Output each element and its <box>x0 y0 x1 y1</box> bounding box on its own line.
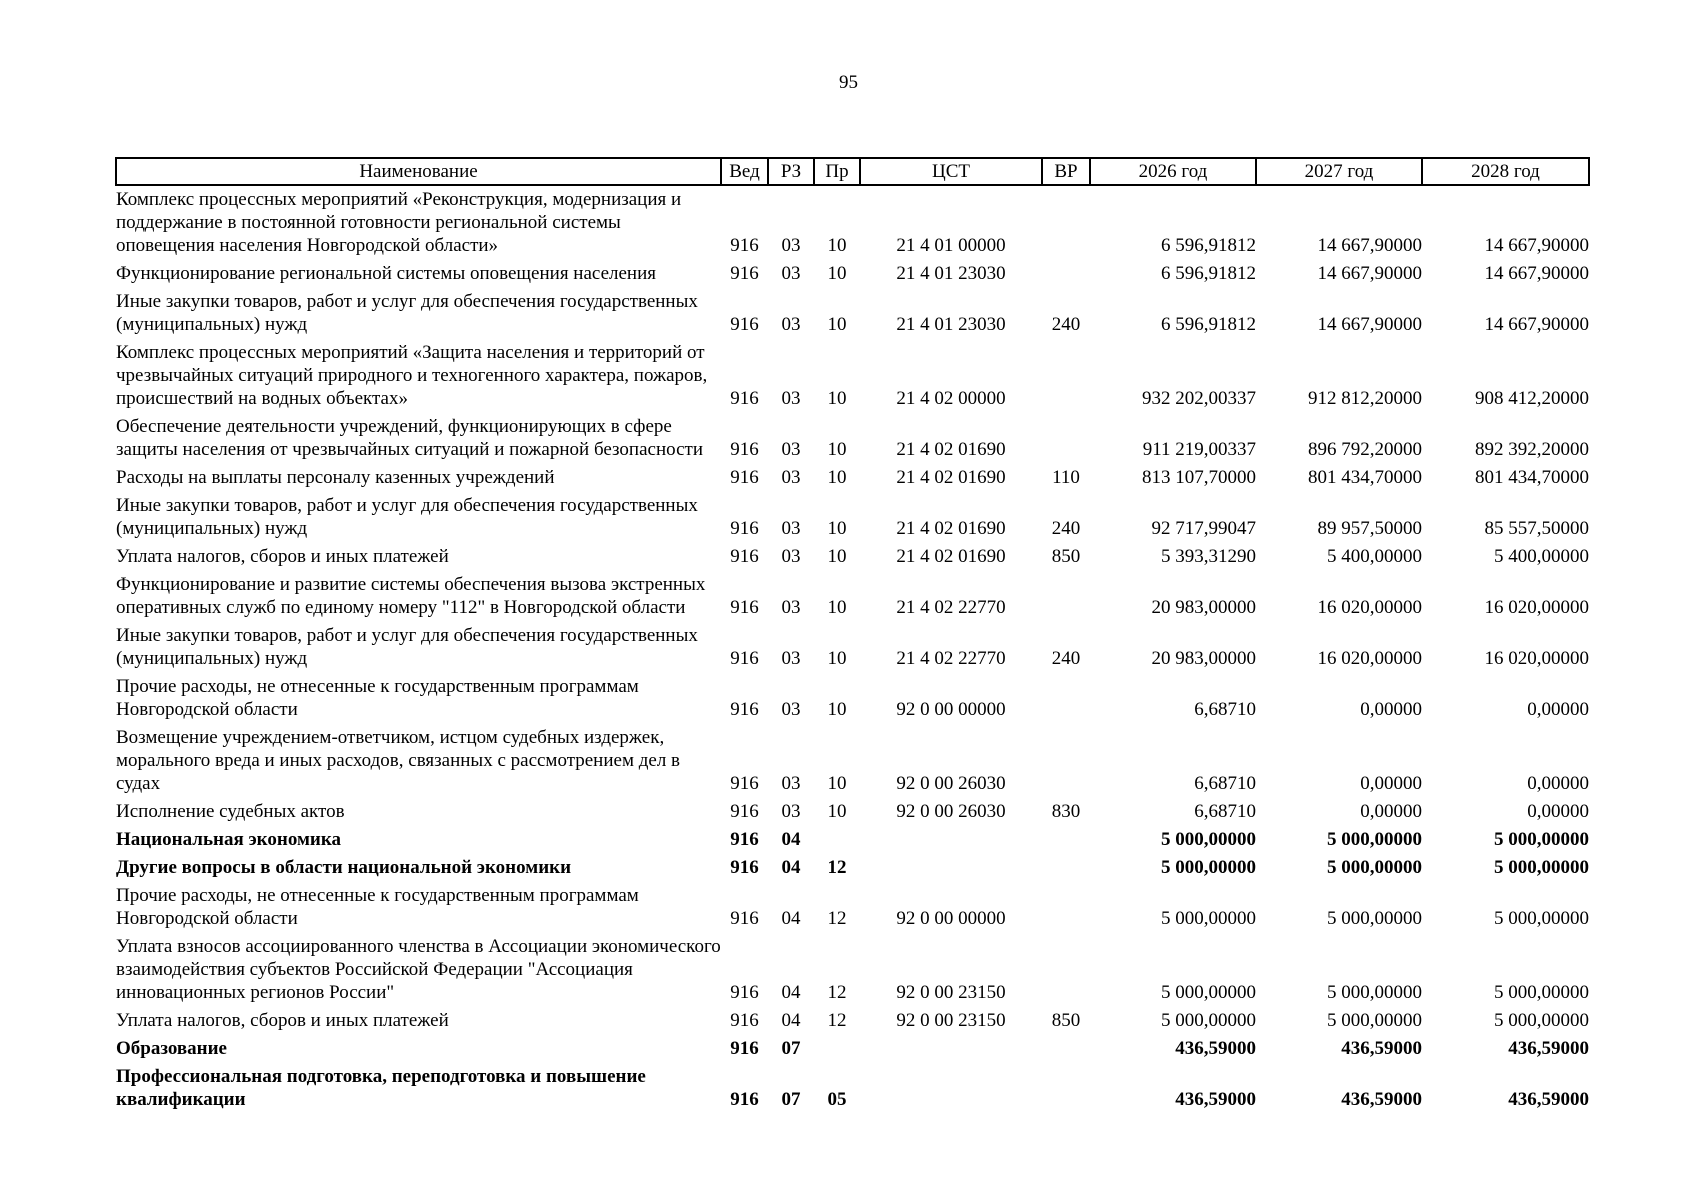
row-cst: 21 4 01 00000 <box>896 235 1006 256</box>
table-row <box>116 461 1589 489</box>
table-row <box>116 619 1589 670</box>
row-pr: 10 <box>827 388 847 409</box>
row-rz: 04 <box>781 1010 801 1031</box>
table-row <box>116 1004 1589 1032</box>
row-cst <box>860 1032 1042 1060</box>
row-cst: 21 4 02 22770 <box>896 597 1006 618</box>
row-cst <box>860 823 1042 851</box>
table-row <box>116 410 1589 461</box>
row-ved: 916 <box>730 801 759 822</box>
row-rz: 03 <box>781 314 801 335</box>
row-pr: 10 <box>827 648 847 669</box>
row-ved: 916 <box>730 314 759 335</box>
row-amount-2026: 436,59000 <box>1175 1089 1256 1110</box>
row-pr: 12 <box>827 908 847 929</box>
row-name: Другие вопросы в области национальной экономики <box>116 857 572 878</box>
row-name: Иные закупки товаров, работ и услуг для обеспечения государственных (муниципальных) нужд <box>116 291 698 335</box>
row-amount-2028: 5 000,00000 <box>1494 982 1589 1003</box>
row-ved: 916 <box>730 982 759 1003</box>
row-rz: 07 <box>781 1038 801 1059</box>
row-rz: 03 <box>781 648 801 669</box>
header-name: Наименование <box>116 158 721 185</box>
row-cst: 92 0 00 23150 <box>896 1010 1006 1031</box>
header-vr: ВР <box>1042 158 1090 185</box>
row-amount-2028: 0,00000 <box>1527 699 1589 720</box>
table-row <box>116 185 1589 257</box>
row-pr: 12 <box>827 1010 847 1031</box>
row-amount-2028: 5 000,00000 <box>1494 857 1589 878</box>
header-2028: 2028 год <box>1422 158 1589 185</box>
row-amount-2026: 6 596,91812 <box>1161 235 1256 256</box>
table-body <box>116 185 1589 1111</box>
row-rz: 03 <box>781 439 801 460</box>
row-amount-2027: 14 667,90000 <box>1317 263 1422 284</box>
row-amount-2028: 16 020,00000 <box>1484 597 1589 618</box>
row-cst: 21 4 01 23030 <box>896 263 1006 284</box>
row-amount-2026: 5 000,00000 <box>1161 829 1256 850</box>
row-amount-2027: 5 000,00000 <box>1327 982 1422 1003</box>
row-name: Комплекс процессных мероприятий «Реконструкция, модернизация и поддержание в постоянной готовности региональной системы оповещения населения Новгородской области» <box>116 189 682 256</box>
row-amount-2027: 0,00000 <box>1360 801 1422 822</box>
row-ved: 916 <box>730 829 759 850</box>
table-row <box>116 489 1589 540</box>
row-amount-2026: 20 983,00000 <box>1151 648 1256 669</box>
row-ved: 916 <box>730 648 759 669</box>
row-amount-2026: 5 393,31290 <box>1161 546 1256 567</box>
row-vr: 850 <box>1051 546 1081 567</box>
row-amount-2027: 14 667,90000 <box>1317 235 1422 256</box>
row-amount-2026: 5 000,00000 <box>1161 982 1256 1003</box>
table-row <box>116 930 1589 1004</box>
row-name: Образование <box>116 1038 227 1059</box>
row-rz: 04 <box>781 908 801 929</box>
row-cst: 21 4 02 01690 <box>896 439 1006 460</box>
table-row <box>116 336 1589 410</box>
row-amount-2028: 436,59000 <box>1508 1089 1589 1110</box>
row-pr: 10 <box>827 801 847 822</box>
row-amount-2028: 801 434,70000 <box>1475 467 1589 488</box>
row-name: Возмещение учреждением-ответчиком, истцом судебных издержек, морального вреда и иных расходов, связанных с рассмотрением дел в судах <box>116 727 681 794</box>
row-vr <box>1042 930 1090 1004</box>
row-amount-2026: 911 219,00337 <box>1142 439 1256 460</box>
row-vr: 110 <box>1052 467 1080 488</box>
row-ved: 916 <box>730 597 759 618</box>
row-amount-2027: 5 000,00000 <box>1327 908 1422 929</box>
row-amount-2028: 5 000,00000 <box>1494 908 1589 929</box>
row-cst: 92 0 00 23150 <box>896 982 1006 1003</box>
row-vr <box>1042 879 1090 930</box>
row-ved: 916 <box>730 857 759 878</box>
row-cst: 21 4 02 00000 <box>896 388 1006 409</box>
row-pr <box>814 823 860 851</box>
row-amount-2027: 89 957,50000 <box>1317 518 1422 539</box>
row-rz: 03 <box>781 467 801 488</box>
row-name: Функционирование и развитие системы обеспечения вызова экстренных оперативных служб по единому номеру "112" в Новгородской области <box>116 574 706 618</box>
row-ved: 916 <box>730 439 759 460</box>
row-pr: 10 <box>827 597 847 618</box>
row-amount-2028: 0,00000 <box>1527 801 1589 822</box>
row-amount-2027: 5 400,00000 <box>1327 546 1422 567</box>
row-rz: 03 <box>781 388 801 409</box>
row-cst: 21 4 02 01690 <box>896 467 1006 488</box>
row-amount-2027: 436,59000 <box>1341 1089 1422 1110</box>
row-pr: 10 <box>827 314 847 335</box>
row-cst: 92 0 00 00000 <box>896 908 1006 929</box>
row-rz: 03 <box>781 699 801 720</box>
row-pr: 10 <box>827 467 847 488</box>
row-cst <box>860 1060 1042 1111</box>
row-name: Уплата налогов, сборов и иных платежей <box>116 546 449 567</box>
row-rz: 03 <box>781 263 801 284</box>
row-name: Уплата взносов ассоциированного членства в Ассоциации экономического взаимодействия субъектов Российской Федерации "Ассоциация инновационных регионов России" <box>116 936 721 1003</box>
row-ved: 916 <box>730 388 759 409</box>
row-amount-2028: 5 000,00000 <box>1494 1010 1589 1031</box>
row-amount-2026: 813 107,70000 <box>1142 467 1256 488</box>
row-name: Национальная экономика <box>116 829 342 850</box>
row-vr: 240 <box>1051 648 1081 669</box>
row-name: Расходы на выплаты персоналу казенных учреждений <box>116 467 555 488</box>
header-2026: 2026 год <box>1090 158 1256 185</box>
table-row <box>116 285 1589 336</box>
row-rz: 03 <box>781 518 801 539</box>
row-cst <box>860 851 1042 879</box>
row-cst: 92 0 00 26030 <box>896 801 1006 822</box>
row-pr: 10 <box>827 518 847 539</box>
row-vr <box>1042 336 1090 410</box>
row-amount-2027: 801 434,70000 <box>1308 467 1422 488</box>
row-cst: 21 4 02 01690 <box>896 518 1006 539</box>
row-vr <box>1042 185 1090 257</box>
row-vr <box>1042 823 1090 851</box>
row-rz: 03 <box>781 235 801 256</box>
row-ved: 916 <box>730 1089 759 1110</box>
row-name: Профессиональная подготовка, переподготовка и повышение квалификации <box>116 1066 646 1110</box>
table-row <box>116 540 1589 568</box>
table-row <box>116 1032 1589 1060</box>
row-amount-2027: 0,00000 <box>1360 773 1422 794</box>
row-rz: 03 <box>781 801 801 822</box>
row-name: Иные закупки товаров, работ и услуг для обеспечения государственных (муниципальных) нужд <box>116 625 698 669</box>
row-amount-2026: 436,59000 <box>1175 1038 1256 1059</box>
row-rz: 04 <box>781 829 801 850</box>
row-ved: 916 <box>730 699 759 720</box>
header-pr: Пр <box>814 158 860 185</box>
header-2027: 2027 год <box>1256 158 1422 185</box>
row-name: Функционирование региональной системы оповещения населения <box>116 263 656 284</box>
row-pr: 10 <box>827 439 847 460</box>
row-amount-2027: 912 812,20000 <box>1308 388 1422 409</box>
row-vr: 830 <box>1051 801 1081 822</box>
table-row <box>116 851 1589 879</box>
row-name: Прочие расходы, не отнесенные к государственным программам Новгородской области <box>116 676 639 720</box>
row-rz: 03 <box>781 546 801 567</box>
row-cst: 92 0 00 00000 <box>896 699 1006 720</box>
row-pr: 10 <box>827 263 847 284</box>
row-ved: 916 <box>730 467 759 488</box>
row-amount-2027: 16 020,00000 <box>1317 648 1422 669</box>
row-pr: 12 <box>827 857 847 878</box>
row-rz: 03 <box>781 773 801 794</box>
row-ved: 916 <box>730 518 759 539</box>
row-ved: 916 <box>730 1010 759 1031</box>
row-amount-2028: 14 667,90000 <box>1484 235 1589 256</box>
header-rz: РЗ <box>768 158 814 185</box>
row-vr <box>1042 568 1090 619</box>
row-amount-2026: 6,68710 <box>1194 699 1256 720</box>
table-row <box>116 879 1589 930</box>
row-amount-2027: 0,00000 <box>1360 699 1422 720</box>
row-pr <box>814 1032 860 1060</box>
row-amount-2027: 5 000,00000 <box>1327 1010 1422 1031</box>
row-amount-2027: 896 792,20000 <box>1308 439 1422 460</box>
row-ved: 916 <box>730 546 759 567</box>
row-amount-2026: 5 000,00000 <box>1161 1010 1256 1031</box>
row-vr <box>1042 670 1090 721</box>
row-amount-2026: 5 000,00000 <box>1161 908 1256 929</box>
row-cst: 21 4 01 23030 <box>896 314 1006 335</box>
row-vr <box>1042 257 1090 285</box>
row-name: Уплата налогов, сборов и иных платежей <box>116 1010 449 1031</box>
table-row <box>116 795 1589 823</box>
row-cst: 21 4 02 01690 <box>896 546 1006 567</box>
row-ved: 916 <box>730 263 759 284</box>
row-name: Исполнение судебных актов <box>116 801 345 822</box>
table-header <box>116 158 1589 185</box>
row-amount-2026: 6,68710 <box>1194 801 1256 822</box>
row-vr: 240 <box>1051 314 1081 335</box>
row-amount-2028: 16 020,00000 <box>1484 648 1589 669</box>
row-ved: 916 <box>730 1038 759 1059</box>
row-pr: 10 <box>827 546 847 567</box>
row-amount-2027: 14 667,90000 <box>1317 314 1422 335</box>
row-amount-2026: 5 000,00000 <box>1161 857 1256 878</box>
row-pr: 10 <box>827 699 847 720</box>
row-amount-2028: 85 557,50000 <box>1484 518 1589 539</box>
table-row <box>116 823 1589 851</box>
row-rz: 04 <box>781 982 801 1003</box>
header-ved: Вед <box>721 158 768 185</box>
page-number: 95 <box>839 72 858 93</box>
row-amount-2026: 932 202,00337 <box>1142 388 1256 409</box>
row-vr <box>1042 721 1090 795</box>
row-amount-2028: 14 667,90000 <box>1484 314 1589 335</box>
row-amount-2026: 6 596,91812 <box>1161 263 1256 284</box>
row-name: Обеспечение деятельности учреждений, функционирующих в сфере защиты населения от чрезвычайных ситуаций и пожарной безопасности <box>116 416 704 460</box>
row-amount-2026: 92 717,99047 <box>1151 518 1256 539</box>
row-ved: 916 <box>730 773 759 794</box>
row-name: Прочие расходы, не отнесенные к государственным программам Новгородской области <box>116 885 639 929</box>
budget-table <box>115 157 1590 1111</box>
row-vr: 240 <box>1051 518 1081 539</box>
table-row <box>116 568 1589 619</box>
row-amount-2026: 6,68710 <box>1194 773 1256 794</box>
row-amount-2026: 6 596,91812 <box>1161 314 1256 335</box>
row-amount-2027: 5 000,00000 <box>1327 829 1422 850</box>
row-amount-2028: 5 000,00000 <box>1494 829 1589 850</box>
row-vr <box>1042 1060 1090 1111</box>
table-row <box>116 257 1589 285</box>
row-cst: 21 4 02 22770 <box>896 648 1006 669</box>
row-amount-2028: 908 412,20000 <box>1475 388 1589 409</box>
row-ved: 916 <box>730 235 759 256</box>
row-pr: 05 <box>827 1089 847 1110</box>
row-name: Комплекс процессных мероприятий «Защита населения и территорий от чрезвычайных ситуаций природного и техногенного характера, пожаров, происшествий на водных объектах» <box>116 342 708 409</box>
row-name: Иные закупки товаров, работ и услуг для обеспечения государственных (муниципальных) нужд <box>116 495 698 539</box>
row-rz: 03 <box>781 597 801 618</box>
row-amount-2027: 16 020,00000 <box>1317 597 1422 618</box>
row-amount-2028: 14 667,90000 <box>1484 263 1589 284</box>
row-amount-2027: 5 000,00000 <box>1327 857 1422 878</box>
header-cst: ЦСТ <box>860 158 1042 185</box>
row-amount-2028: 436,59000 <box>1508 1038 1589 1059</box>
row-vr: 850 <box>1051 1010 1081 1031</box>
row-rz: 07 <box>781 1089 801 1110</box>
row-pr: 10 <box>827 235 847 256</box>
row-amount-2028: 5 400,00000 <box>1494 546 1589 567</box>
row-pr: 10 <box>827 773 847 794</box>
row-rz: 04 <box>781 857 801 878</box>
row-ved: 916 <box>730 908 759 929</box>
row-pr: 12 <box>827 982 847 1003</box>
row-vr <box>1042 851 1090 879</box>
table-row <box>116 721 1589 795</box>
row-amount-2028: 0,00000 <box>1527 773 1589 794</box>
row-amount-2026: 20 983,00000 <box>1151 597 1256 618</box>
row-cst: 92 0 00 26030 <box>896 773 1006 794</box>
row-amount-2027: 436,59000 <box>1341 1038 1422 1059</box>
row-amount-2028: 892 392,20000 <box>1475 439 1589 460</box>
table-row <box>116 1060 1589 1111</box>
table-row <box>116 670 1589 721</box>
row-vr <box>1042 1032 1090 1060</box>
row-vr <box>1042 410 1090 461</box>
